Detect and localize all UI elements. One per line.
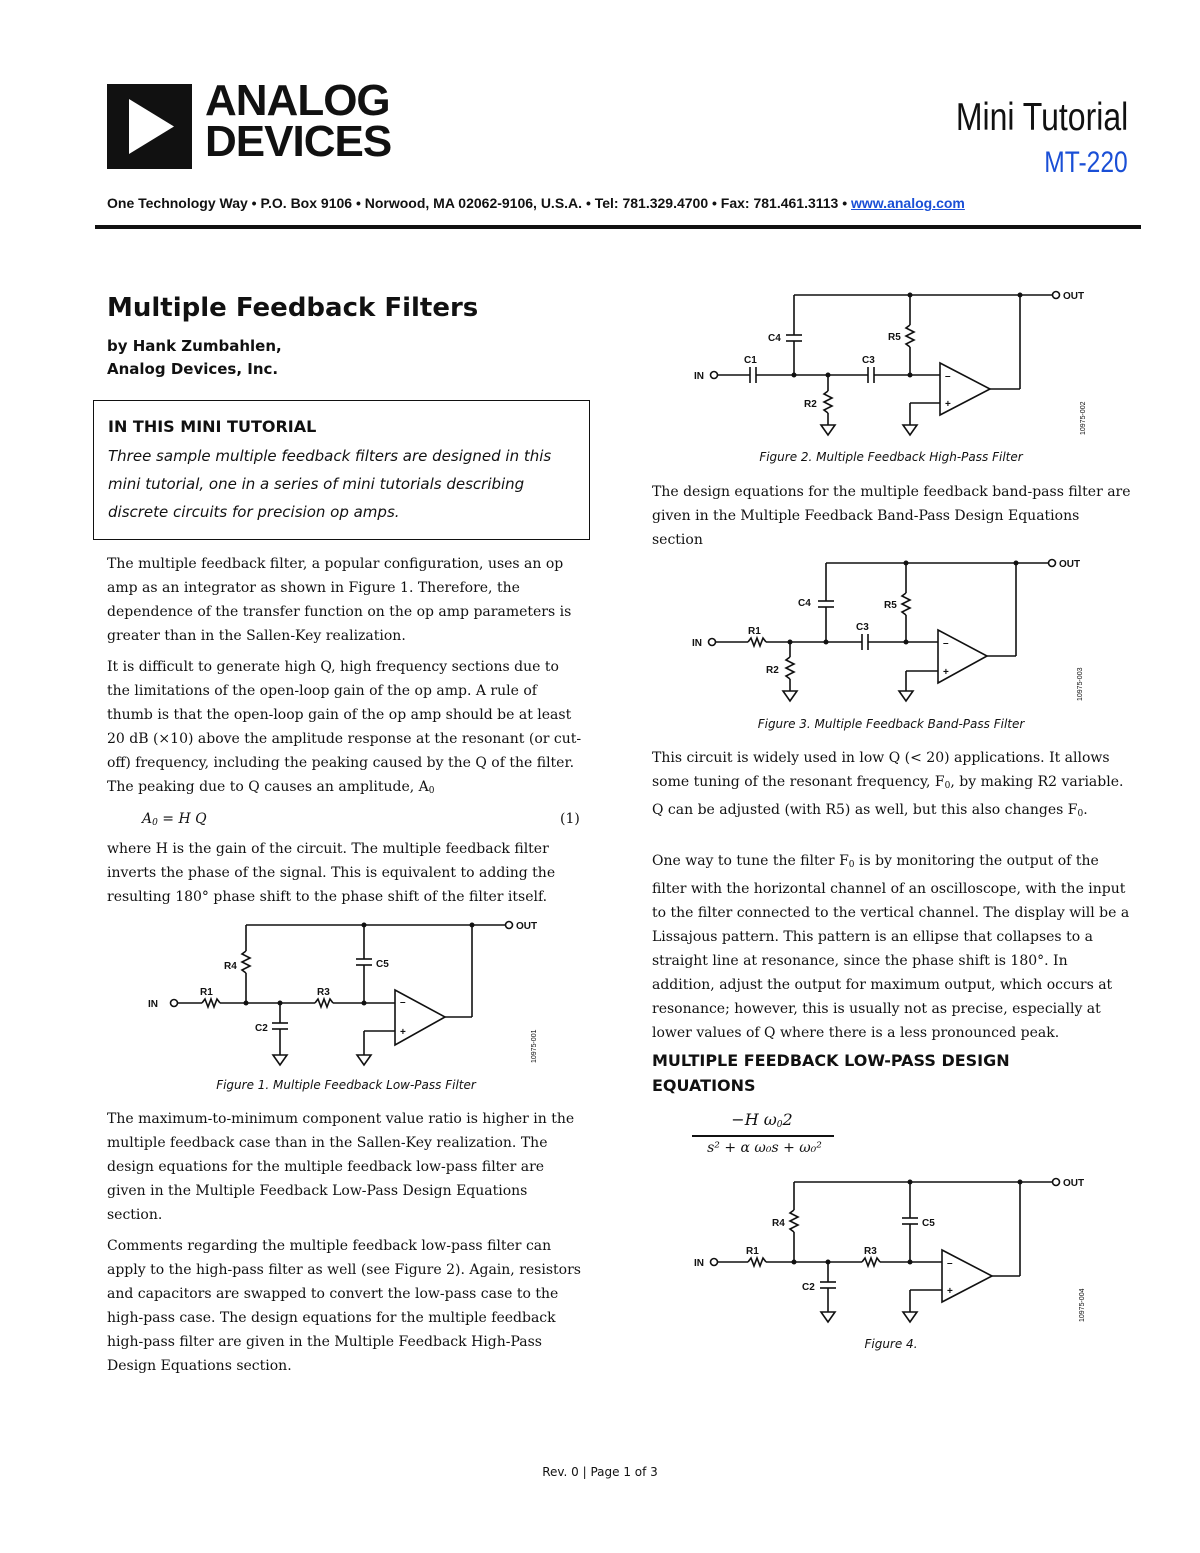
svg-text:C5: C5 bbox=[376, 959, 389, 970]
tutorial-code: MT-220 bbox=[1044, 146, 1128, 179]
svg-text:+: + bbox=[947, 1286, 953, 1297]
paragraph-high-q: It is difficult to generate high Q, high frequency sections due to the limitations of the open-loop gain of the op amp. A rule of thumb is that the open-loop gain of the op amp should be at least 20 dB (×10) above the amplitude response at the resonant (or cut-off) frequency, including the peaking caused by the Q of the filter. The peaking due to Q causes an amplitude, $A_0$ bbox=[107, 659, 582, 796]
svg-text:R2: R2 bbox=[804, 399, 817, 410]
fraction-bar bbox=[692, 1135, 834, 1137]
svg-text:C4: C4 bbox=[798, 598, 811, 609]
svg-text:OUT: OUT bbox=[1063, 291, 1085, 302]
paragraph-tuning: One way to tune the filter $F_0$ is by monitoring the output of the filter with the horizontal channel of an oscilloscope, with the input to the filter connected to the vertical channel. The display will be a Lissajous pattern. This pattern is an ellipse that collapses to a straight line at resonance, since the phase shift is 180°. In addition, adjust the output for maximum output, which occurs at resonance; however, this is usually not as precise, especially at lower values of Q where there is a less pronounced peak. bbox=[652, 853, 1130, 1041]
svg-text:OUT: OUT bbox=[1059, 559, 1081, 570]
svg-text:10975-004: 10975-004 bbox=[1079, 1288, 1086, 1322]
svg-text:10975-001: 10975-001 bbox=[531, 1029, 538, 1063]
equation-numerator: −H $\omega_02$ bbox=[731, 1110, 793, 1130]
svg-text:C4: C4 bbox=[768, 333, 781, 344]
figure-2-caption: Figure 2. Multiple Feedback High-Pass Filter bbox=[759, 450, 1023, 464]
svg-text:+: + bbox=[945, 399, 951, 410]
svg-text:IN: IN bbox=[692, 638, 702, 649]
svg-text:R5: R5 bbox=[888, 332, 901, 343]
svg-text:IN: IN bbox=[694, 1258, 704, 1269]
header-divider bbox=[95, 225, 1141, 229]
figure-4-lowpass-circuit bbox=[690, 1170, 1110, 1335]
svg-text:C3: C3 bbox=[862, 355, 875, 366]
summary-heading: IN THIS MINI TUTORIAL bbox=[108, 417, 317, 436]
equation-denominator: s² + α ω₀s + ω₀² bbox=[707, 1140, 822, 1156]
svg-text:–: – bbox=[945, 371, 951, 382]
svg-text:C3: C3 bbox=[856, 622, 869, 633]
svg-text:–: – bbox=[400, 997, 406, 1008]
svg-text:IN: IN bbox=[694, 371, 704, 382]
page-title: Multiple Feedback Filters bbox=[107, 293, 479, 323]
svg-text:OUT: OUT bbox=[1063, 1178, 1085, 1189]
svg-text:C1: C1 bbox=[744, 355, 757, 366]
website-link[interactable]: www.analog.com bbox=[851, 195, 965, 211]
analog-devices-logo-text: ANALOG DEVICES bbox=[205, 76, 392, 166]
equation-1-number: (1) bbox=[560, 811, 580, 827]
figure-2-highpass-circuit bbox=[690, 285, 1110, 445]
page-footer: Rev. 0 | Page 1 of 3 bbox=[542, 1465, 658, 1479]
svg-text:R5: R5 bbox=[884, 600, 897, 611]
svg-text:R3: R3 bbox=[864, 1246, 877, 1257]
svg-text:–: – bbox=[947, 1258, 953, 1269]
paragraph-gain: where H is the gain of the circuit. The multiple feedback filter inverts the phase of the signal. This is equivalent to adding the resulting 180° phase shift to the phase shift of the filter itself. bbox=[107, 841, 556, 905]
author-block: by Hank Zumbahlen, Analog Devices, Inc. bbox=[107, 337, 282, 378]
svg-text:R1: R1 bbox=[200, 987, 213, 998]
svg-text:+: + bbox=[943, 667, 949, 678]
figure-4-caption: Figure 4. bbox=[864, 1337, 918, 1351]
summary-body: Three sample multiple feedback filters are designed in this mini tutorial, one in a series of mini tutorials describing discrete circuits for precision op amps. bbox=[108, 447, 552, 521]
summary-box bbox=[93, 400, 590, 540]
svg-text:IN: IN bbox=[148, 999, 158, 1010]
svg-text:C5: C5 bbox=[922, 1218, 935, 1229]
equation-1: $A_0 = H$ Q bbox=[142, 811, 207, 828]
figure-3-bandpass-circuit bbox=[690, 553, 1110, 713]
svg-text:R4: R4 bbox=[772, 1218, 785, 1229]
svg-text:C2: C2 bbox=[802, 1282, 815, 1293]
svg-text:R4: R4 bbox=[224, 961, 237, 972]
svg-text:R1: R1 bbox=[748, 626, 761, 637]
analog-devices-logo-mark bbox=[107, 84, 192, 169]
svg-text:OUT: OUT bbox=[516, 921, 538, 932]
paragraph-low-q: This circuit is widely used in low Q (< 20) applications. It allows some tuning of the resonant frequency, $F_0$, by making R2 variable. Q can be adjusted (with R5) as well, but this also changes $F_0$. bbox=[652, 750, 1124, 819]
svg-text:10975-003: 10975-003 bbox=[1077, 667, 1084, 701]
paragraph-band-pass: The design equations for the multiple feedback band-pass filter are given in the Multiple Feedback Band-Pass Design Equations section bbox=[652, 484, 1131, 548]
paragraph-component-ratio: The maximum-to-minimum component value ratio is higher in the multiple feedback case than in the Sallen-Key realization. The design equations for the multiple feedback low-pass filter are given in the Multiple Feedback Low-Pass Design Equations section. bbox=[107, 1111, 575, 1223]
figure-3-caption: Figure 3. Multiple Feedback Band-Pass Filter bbox=[757, 717, 1025, 731]
series-title: Mini Tutorial bbox=[955, 96, 1128, 139]
svg-text:C2: C2 bbox=[255, 1023, 268, 1034]
svg-text:+: + bbox=[400, 1027, 406, 1038]
company-address: One Technology Way • P.O. Box 9106 • Norwood, MA 02062-9106, U.S.A. • Tel: 781.329.4700 • Fax: 781.461.3113 • www.analog.com bbox=[107, 195, 965, 211]
figure-1-lowpass-circuit bbox=[140, 915, 560, 1075]
svg-text:R2: R2 bbox=[766, 665, 779, 676]
svg-text:–: – bbox=[943, 638, 949, 649]
paragraph-intro: The multiple feedback filter, a popular configuration, uses an op amp as an integrator as shown in Figure 1. Therefore, the dependence of the transfer function on the op amp parameters is greater than in the Sallen-Key realization. bbox=[107, 556, 572, 644]
svg-text:10975-002: 10975-002 bbox=[1080, 401, 1087, 435]
paragraph-high-pass: Comments regarding the multiple feedback low-pass filter can apply to the high-pass filter as well (see Figure 2). Again, resistors and capacitors are swapped to convert the low-pass case to the high-pass case. The design equations for the multiple feedback high-pass filter are given in the Multiple Feedback High-Pass Design Equations section. bbox=[107, 1238, 581, 1374]
figure-1-caption: Figure 1. Multiple Feedback Low-Pass Filter bbox=[216, 1078, 476, 1092]
svg-text:R3: R3 bbox=[317, 987, 330, 998]
section-heading-lowpass-equations: MULTIPLE FEEDBACK LOW-PASS DESIGN EQUATIONS bbox=[652, 1051, 1010, 1095]
svg-text:R1: R1 bbox=[746, 1246, 759, 1257]
